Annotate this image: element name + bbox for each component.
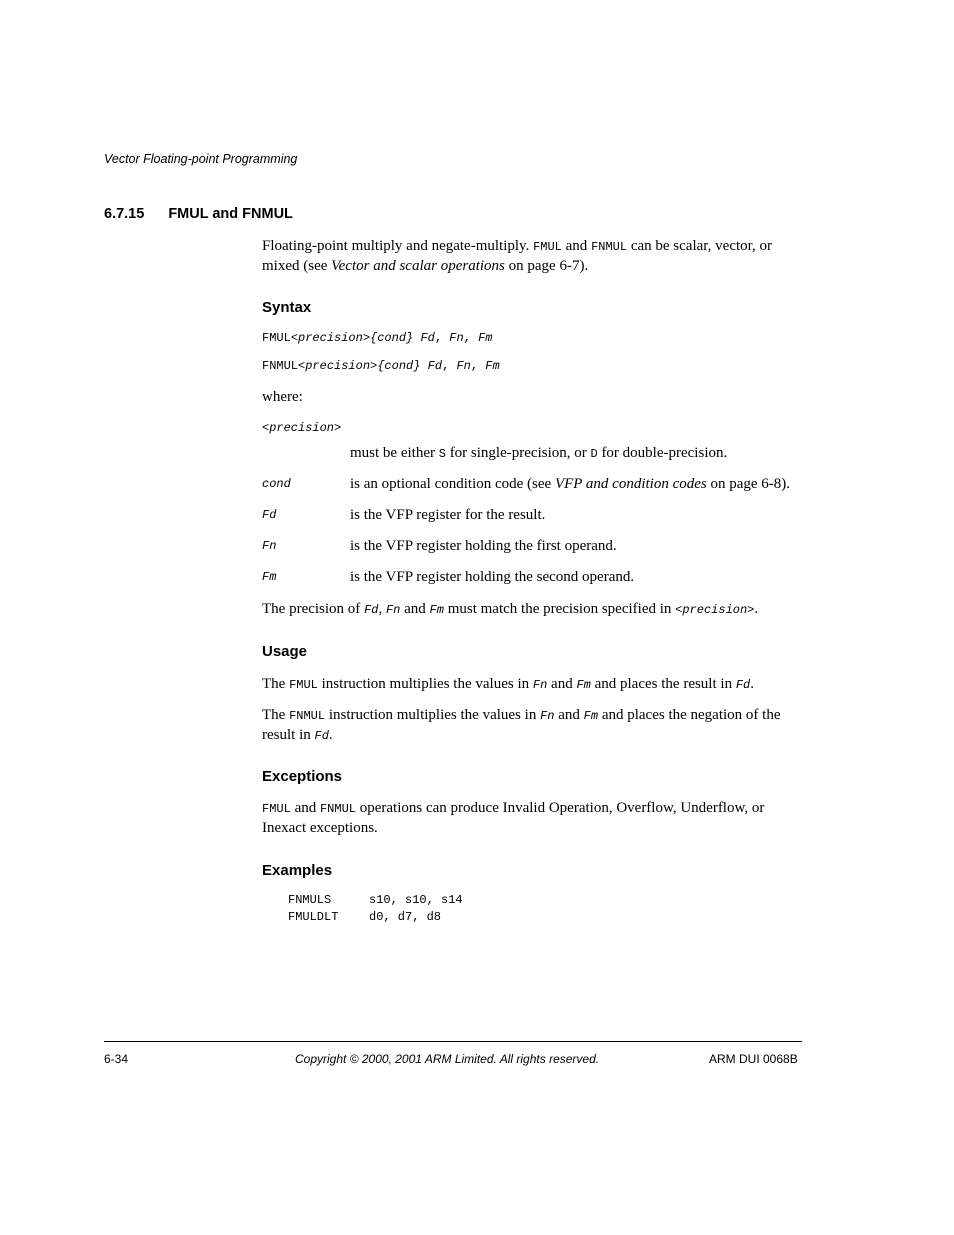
- param-term-fn: Fn: [262, 539, 277, 553]
- usage-text: and places the result in: [590, 676, 736, 692]
- exceptions-text: and: [290, 800, 320, 816]
- separator: ,: [442, 359, 457, 373]
- usage-text: The: [262, 707, 290, 723]
- cross-reference: Vector and scalar operations: [331, 258, 505, 274]
- copyright-notice: Copyright © 2000, 2001 ARM Limited. All rights reserved.: [295, 1052, 600, 1066]
- intro-paragraph: [262, 237, 807, 276]
- param-fd: Fd: [735, 678, 751, 692]
- param-fm: Fm: [583, 709, 599, 723]
- code-fnmul: FNMUL: [319, 802, 356, 816]
- separator: ,: [470, 359, 486, 373]
- exceptions-paragraph: [262, 799, 807, 838]
- cross-reference: VFP and condition codes: [554, 476, 707, 492]
- opcode: FMUL: [262, 331, 291, 345]
- param-term-precision: <precision>: [262, 421, 342, 435]
- section-number: 6.7.15: [104, 206, 145, 222]
- param-fd: Fd: [427, 359, 443, 373]
- usage-text: and: [554, 707, 584, 723]
- precision-note: [262, 600, 758, 620]
- param-fm: Fm: [429, 603, 444, 617]
- param-fm: Fm: [478, 331, 493, 345]
- param-fn: Fn: [540, 709, 555, 723]
- usage-text: result in: [262, 727, 315, 743]
- intro-text: Floating-point multiply and negate-multiply.: [262, 238, 534, 254]
- footer-rule: [104, 1041, 802, 1042]
- code-fmul: FMUL: [289, 678, 318, 692]
- param-cond: {cond}: [370, 331, 414, 345]
- note-text: and: [400, 601, 430, 617]
- usage-text: instruction multiplies the values in: [317, 676, 533, 692]
- param-fm: Fm: [576, 678, 591, 692]
- param-desc-precision: [350, 444, 727, 464]
- param-fn: Fn: [532, 678, 548, 692]
- page-number: 6-34: [104, 1052, 129, 1066]
- code-fnmul: FNMUL: [289, 709, 326, 723]
- usage-text: and places the negation of the: [598, 707, 781, 723]
- param-desc-fm: is the VFP register holding the second operand.: [350, 569, 635, 585]
- example-operands: d0, d7, d8: [369, 910, 442, 924]
- running-header: Vector Floating-point Programming: [104, 152, 298, 166]
- desc-text: on page 6-8).: [706, 476, 791, 492]
- param-desc-fd: is the VFP register for the result.: [350, 507, 546, 523]
- exceptions-heading: Exceptions: [262, 768, 343, 785]
- syntax-heading: Syntax: [262, 299, 312, 316]
- usage-text: The: [262, 676, 290, 692]
- opcode: FNMUL: [262, 359, 299, 373]
- desc-text: is an optional condition code (see: [350, 476, 555, 492]
- syntax-line-fmul: [262, 331, 492, 345]
- exceptions-text: operations can produce Invalid Operation, Overflow, Underflow, or: [356, 800, 765, 816]
- usage-heading: Usage: [262, 643, 308, 660]
- section-heading: [104, 206, 293, 222]
- note-text: ,: [378, 601, 386, 617]
- param-fn: Fn: [385, 603, 401, 617]
- param-fn: Fn: [449, 331, 464, 345]
- where-label: where:: [262, 389, 303, 405]
- param-fm: Fm: [485, 359, 500, 373]
- usage-text: .: [750, 676, 754, 692]
- exceptions-text: Inexact exceptions.: [262, 820, 378, 836]
- intro-text: on page 6-7).: [504, 258, 589, 274]
- examples-heading: Examples: [262, 862, 333, 879]
- usage-text: instruction multiplies the values in: [325, 707, 541, 723]
- separator: ,: [434, 331, 450, 345]
- document-id: ARM DUI 0068B: [709, 1052, 798, 1066]
- param-fd: Fd: [314, 729, 329, 743]
- param-term-cond: cond: [262, 477, 291, 491]
- param-fd: Fd: [420, 331, 435, 345]
- desc-text: for double-precision.: [597, 445, 728, 461]
- param-term-fm: Fm: [262, 570, 277, 584]
- param-desc-fn: is the VFP register holding the first operand.: [350, 538, 617, 554]
- param-precision: <precision>: [298, 359, 378, 373]
- usage-paragraph-fnmul: [262, 706, 807, 746]
- param-term-fd: Fd: [262, 508, 277, 522]
- param-precision: <precision>: [290, 331, 371, 345]
- param-precision: <precision>: [675, 603, 755, 617]
- desc-text: for single-precision, or: [445, 445, 591, 461]
- code-fmul: FMUL: [533, 240, 562, 254]
- param-fn: Fn: [456, 359, 471, 373]
- note-text: The precision of: [262, 601, 365, 617]
- code-s: S: [438, 447, 446, 461]
- intro-text: mixed (see: [262, 258, 332, 274]
- separator: ,: [463, 331, 479, 345]
- code-d: D: [590, 447, 598, 461]
- code-fmul: FMUL: [262, 802, 291, 816]
- note-text: .: [754, 601, 759, 617]
- intro-text: can be scalar, vector, or: [627, 238, 773, 254]
- example-row: [288, 893, 463, 907]
- example-operands: s10, s10, s14: [369, 893, 463, 907]
- param-desc-cond: [350, 475, 790, 494]
- code-fnmul: FNMUL: [591, 240, 628, 254]
- param-cond: {cond}: [377, 359, 421, 373]
- note-text: must match the precision specified in: [443, 601, 676, 617]
- usage-text: and: [547, 676, 577, 692]
- usage-paragraph-fmul: [262, 675, 754, 695]
- desc-text: must be either: [350, 445, 439, 461]
- intro-text: and: [561, 238, 592, 254]
- section-title: FMUL and FNMUL: [168, 206, 293, 222]
- syntax-line-fnmul: [262, 359, 500, 373]
- param-fd: Fd: [364, 603, 379, 617]
- separator: [420, 359, 427, 373]
- example-instruction: FMULDLT: [288, 910, 339, 924]
- example-row: [288, 910, 441, 924]
- example-instruction: FNMULS: [288, 893, 332, 907]
- usage-text: .: [328, 727, 333, 743]
